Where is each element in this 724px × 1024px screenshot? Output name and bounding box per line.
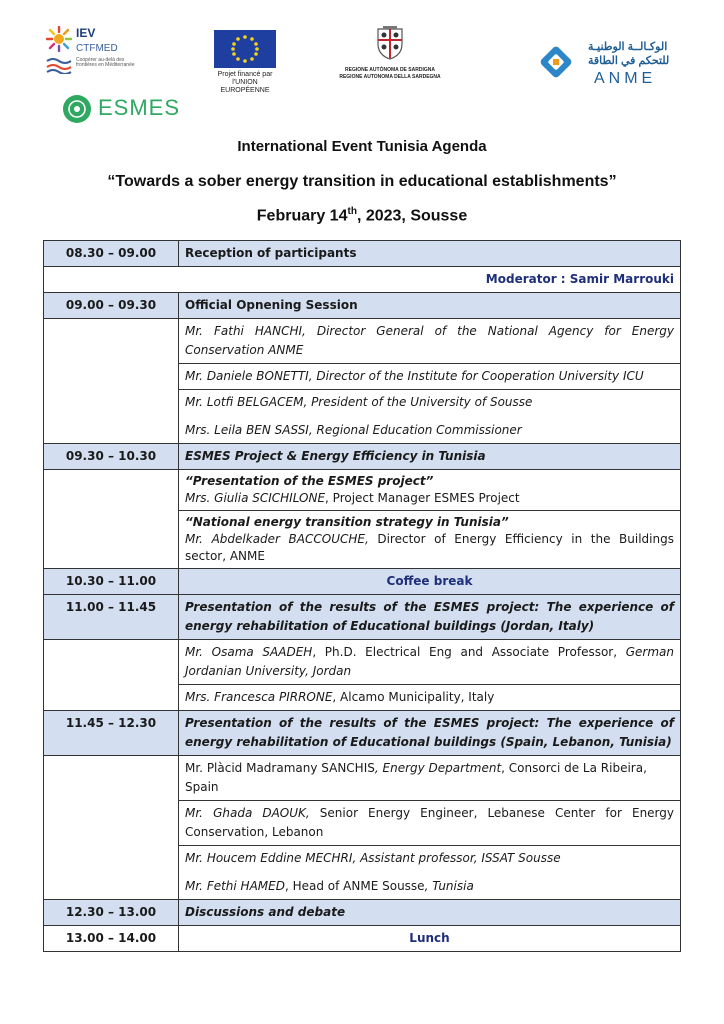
anme-logo	[536, 36, 670, 92]
speaker-entry	[179, 364, 681, 390]
esmes-logo	[62, 92, 182, 126]
time-cell: 10.30 – 11.00	[44, 569, 179, 595]
agenda-row-opening	[44, 293, 681, 319]
empty-time-cell	[44, 756, 179, 900]
anme-arabic-2: للتحكم في الطاقة	[588, 55, 670, 67]
event-subtitle: “Towards a sober energy transition in educational establishments”	[107, 173, 617, 190]
presentation-title: “Presentation of the ESMES project”	[185, 474, 434, 488]
session-title: Discussions and debate	[179, 900, 681, 926]
speaker-location: , Tunisia	[424, 879, 474, 893]
speaker-name: Mr. Abdelkader BACCOUCHE,	[185, 532, 369, 546]
logo-header	[0, 0, 724, 130]
agenda-row-reception	[44, 241, 681, 267]
speaker-entry	[179, 390, 681, 444]
speaker-entry	[179, 801, 681, 846]
time-cell: 08.30 – 09.00	[44, 241, 179, 267]
time-cell: 09.00 – 09.30	[44, 293, 179, 319]
sardinia-caption-2: REGIONE AUTONOMA DELLA SARDEGNA	[339, 74, 441, 80]
time-cell: 13.00 – 14.00	[44, 926, 179, 952]
eu-flag-icon	[214, 30, 276, 68]
anme-arabic-1: الوكـالــة الوطنيـة	[588, 41, 668, 53]
speaker-org: German Jordanian University, Jordan	[185, 645, 674, 678]
speaker-role: , Director of the Institute for Cooperation University ICU	[308, 369, 644, 383]
esmes-circle-icon	[62, 94, 92, 124]
agenda-row-moderator	[44, 267, 681, 293]
date-day: February 14	[256, 207, 348, 225]
iev-sub: CTFMED	[76, 43, 118, 54]
session-title: Reception of participants	[179, 241, 681, 267]
speaker-name: Mr. Daniele BONETTI	[185, 369, 309, 383]
agenda-row-presentation	[44, 470, 681, 511]
speaker-name: Mr. Ghada DAOUK,	[185, 806, 310, 820]
speaker-name: Mr. Fathi HANCHI	[185, 324, 303, 338]
speaker-role: , Project Manager ESMES Project	[325, 491, 520, 505]
eu-caption-2: l'UNION EUROPÉENNE	[220, 79, 270, 94]
session-title: Official Opnening Session	[179, 293, 681, 319]
speaker-name: Mr. Lotfi BELGACEM	[185, 395, 304, 409]
session-title: ESMES Project & Energy Efficiency in Tunisia	[179, 444, 681, 470]
session-title: Presentation of the results of the ESMES project: The experience of energy rehabilitation of Educational buildings (Jordan, Italy)	[179, 595, 681, 640]
time-cell: 11.45 – 12.30	[44, 711, 179, 756]
eu-caption-1: Projet financé par	[217, 71, 273, 78]
agenda-table	[43, 240, 681, 952]
session-title: Presentation of the results of the ESMES project: The experience of energy rehabilitation of Educational buildings (Spain, Lebanon, Tunisia)	[179, 711, 681, 756]
session-title: Coffee break	[179, 569, 681, 595]
speaker-name: Mrs. Francesca PIRRONE	[185, 690, 333, 704]
agenda-row-results-2	[44, 711, 681, 756]
page-title: International Event Tunisia Agenda	[237, 138, 487, 155]
presentation-title: “National energy transition strategy in Tunisia”	[185, 515, 509, 529]
speaker-role: , President of the University of Sousse	[303, 395, 533, 409]
date-suffix: th	[347, 206, 357, 217]
speaker-name: Mrs. Leila BEN SASSI	[185, 423, 309, 437]
time-cell: 12.30 – 13.00	[44, 900, 179, 926]
speaker-name: Mrs. Giulia SCICHILONE	[185, 491, 326, 505]
speaker-role: , Assistant professor, ISSAT Sousse	[352, 851, 561, 865]
speaker-role: Director of Energy Efficiency in the Buildings sector, ANME	[185, 532, 674, 563]
speaker-entry	[179, 319, 681, 364]
speaker-role: , Alcamo Municipality, Italy	[332, 690, 495, 704]
agenda-row-discussion	[44, 900, 681, 926]
speaker-role: , Ph.D. Electrical Eng and Associate Professor,	[312, 645, 626, 659]
agenda-row-speaker	[44, 319, 681, 364]
esmes-name: ESMES	[98, 95, 181, 120]
agenda-row-esmes-project	[44, 444, 681, 470]
iev-name: IEV	[76, 26, 96, 40]
anme-emblem-icon	[536, 42, 576, 82]
empty-time-cell	[44, 640, 179, 711]
iev-ctfmed-logo	[46, 22, 138, 78]
eu-stars-icon	[214, 30, 276, 68]
speaker-name: Mr. Fethi HAMED	[185, 879, 285, 893]
empty-time-cell	[44, 470, 179, 569]
speaker-role: , Head of ANME Sousse	[284, 879, 425, 893]
speaker-org: , Consorci de La Ribeira, Spain	[185, 761, 647, 794]
event-date	[0, 206, 724, 225]
agenda-row-results-1	[44, 595, 681, 640]
presentation-entry	[179, 511, 681, 569]
empty-time-cell	[44, 319, 179, 444]
presentation-entry	[179, 470, 681, 511]
agenda-row-coffee-break	[44, 569, 681, 595]
date-rest: , 2023, Sousse	[356, 207, 468, 225]
agenda-row-lunch	[44, 926, 681, 952]
eu-logo	[212, 30, 278, 94]
speaker-entry	[179, 846, 681, 900]
agenda-row-speaker	[44, 756, 681, 801]
speaker-entry	[179, 756, 681, 801]
waves-icon	[46, 56, 72, 74]
session-title: Lunch	[179, 926, 681, 952]
speaker-entry	[179, 640, 681, 685]
speaker-role: Senior Energy Engineer, Lebanese Center for Energy Conservation, Lebanon	[185, 806, 674, 839]
sardinia-logo	[330, 26, 450, 82]
sardinia-shield-icon	[375, 26, 405, 60]
time-cell: 11.00 – 11.45	[44, 595, 179, 640]
anme-latin: ANME	[594, 70, 657, 87]
time-cell: 09.30 – 10.30	[44, 444, 179, 470]
speaker-entry	[179, 685, 681, 711]
moderator-label: Moderator : Samir Marrouki	[44, 267, 681, 293]
speaker-role: , Regional Education Commissioner	[308, 423, 522, 437]
speaker-name: Mr. Houcem Eddine MECHRI	[185, 851, 353, 865]
speaker-name: Mr. Plàcid Madramany SANCHIS	[185, 761, 375, 775]
iev-tagline: Coopérer au-delà des frontières en Méditerranée	[76, 57, 135, 68]
agenda-row-speaker	[44, 640, 681, 685]
speaker-dept: , Energy Department	[374, 761, 502, 775]
speaker-name: Mr. Osama SAADEH	[185, 645, 313, 659]
sun-icon	[46, 26, 72, 52]
speaker-role: , Director General of the National Agency for Energy Conservation ANME	[185, 324, 674, 357]
sardinia-caption-1: REGIONE AUTÒNOMA DE SARDIGNA	[345, 67, 435, 73]
